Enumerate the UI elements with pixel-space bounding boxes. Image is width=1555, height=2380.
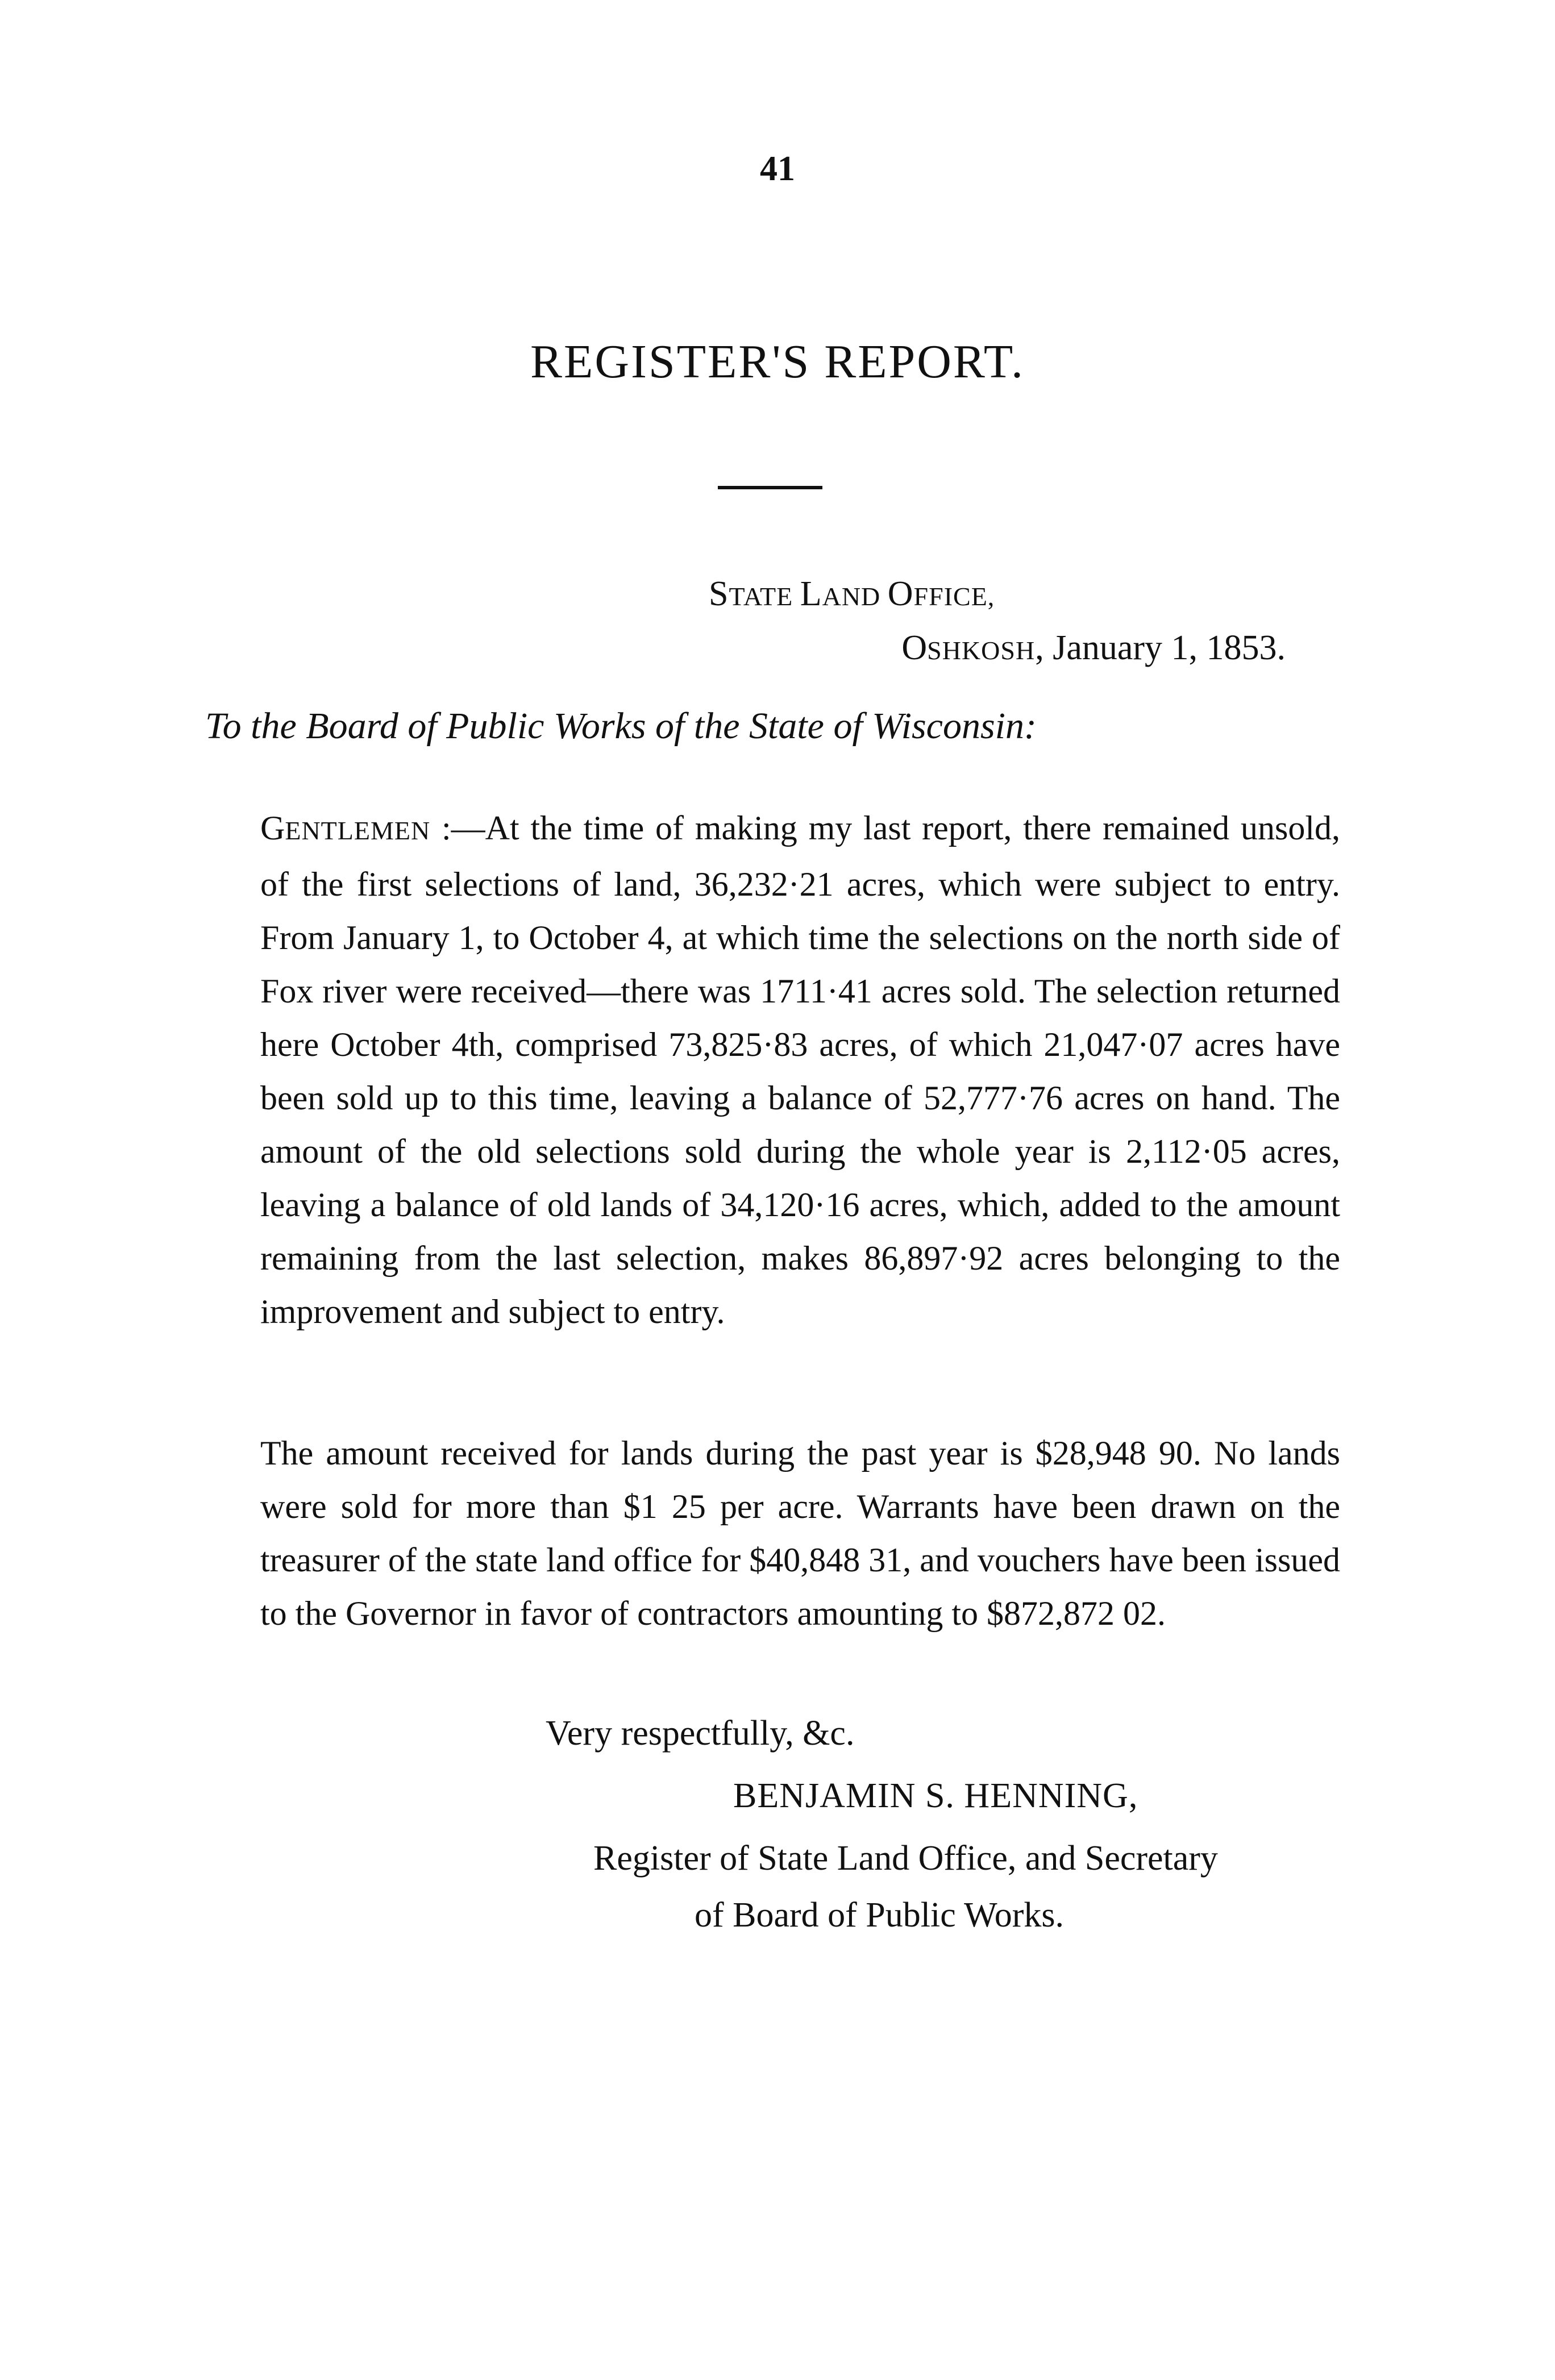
office-letter-3: O (887, 575, 914, 613)
salutation: To the Board of Public Works of the State of Wisconsin: (205, 705, 1037, 747)
office-heading (709, 574, 995, 614)
greeting-letter: G (260, 809, 285, 847)
title-divider (718, 486, 822, 489)
paragraph-one (260, 801, 1340, 1338)
paragraph-one-text: :—At the time of making my last report, there remained unsold, of the first selections of land, 36,232·21 acres, which were subject to entry. From January 1, to October 4, at which time the selections on the north side of Fox river were received—there was 1711·41 acres sold. The selection returned here October 4th, comprised 73,825·83 acres, of which 21,047·07 acres have been sold up to this time, leaving a balance of 52,777·76 acres on hand. The amount of the old selections sold during the whole year is 2,112·05 acres, leaving a balance of old lands of 34,120·16 acres, which, added to the amount remaining from the last selection, makes 86,897·92 acres belonging to the improvement and subject to entry. (260, 809, 1340, 1330)
signer-name: BENJAMIN S. HENNING, (733, 1776, 1138, 1815)
signer-title-line-1: Register of State Land Office, and Secretary (593, 1839, 1218, 1878)
office-letter-2: L (800, 575, 822, 613)
report-date: , January 1, 1853. (1035, 629, 1286, 667)
report-title: REGISTER'S REPORT. (530, 335, 1025, 388)
office-word-1: TATE (729, 582, 800, 611)
closing-line: Very respectfully, &c. (546, 1714, 855, 1753)
city-rest: SHKOSH (927, 636, 1036, 665)
office-word-3: FFICE, (913, 582, 995, 611)
paragraph-two: The amount received for lands during the past year is $28,948 90. No lands were sold for more than $1 25 per acre. Warrants have been drawn on the treasurer of the state land office for $40,848 31, and vouchers have been issued to the Governor in favor of contractors amounting to $872,872 02. (260, 1434, 1340, 1632)
place-date-line (901, 628, 1286, 668)
office-letter-1: S (709, 575, 729, 613)
greeting-word: ENTLEMEN (285, 816, 431, 845)
page-number: 41 (760, 149, 795, 188)
city-letter: O (901, 629, 928, 667)
signer-title-line-2: of Board of Public Works. (695, 1896, 1064, 1934)
office-word-2: AND (822, 582, 888, 611)
